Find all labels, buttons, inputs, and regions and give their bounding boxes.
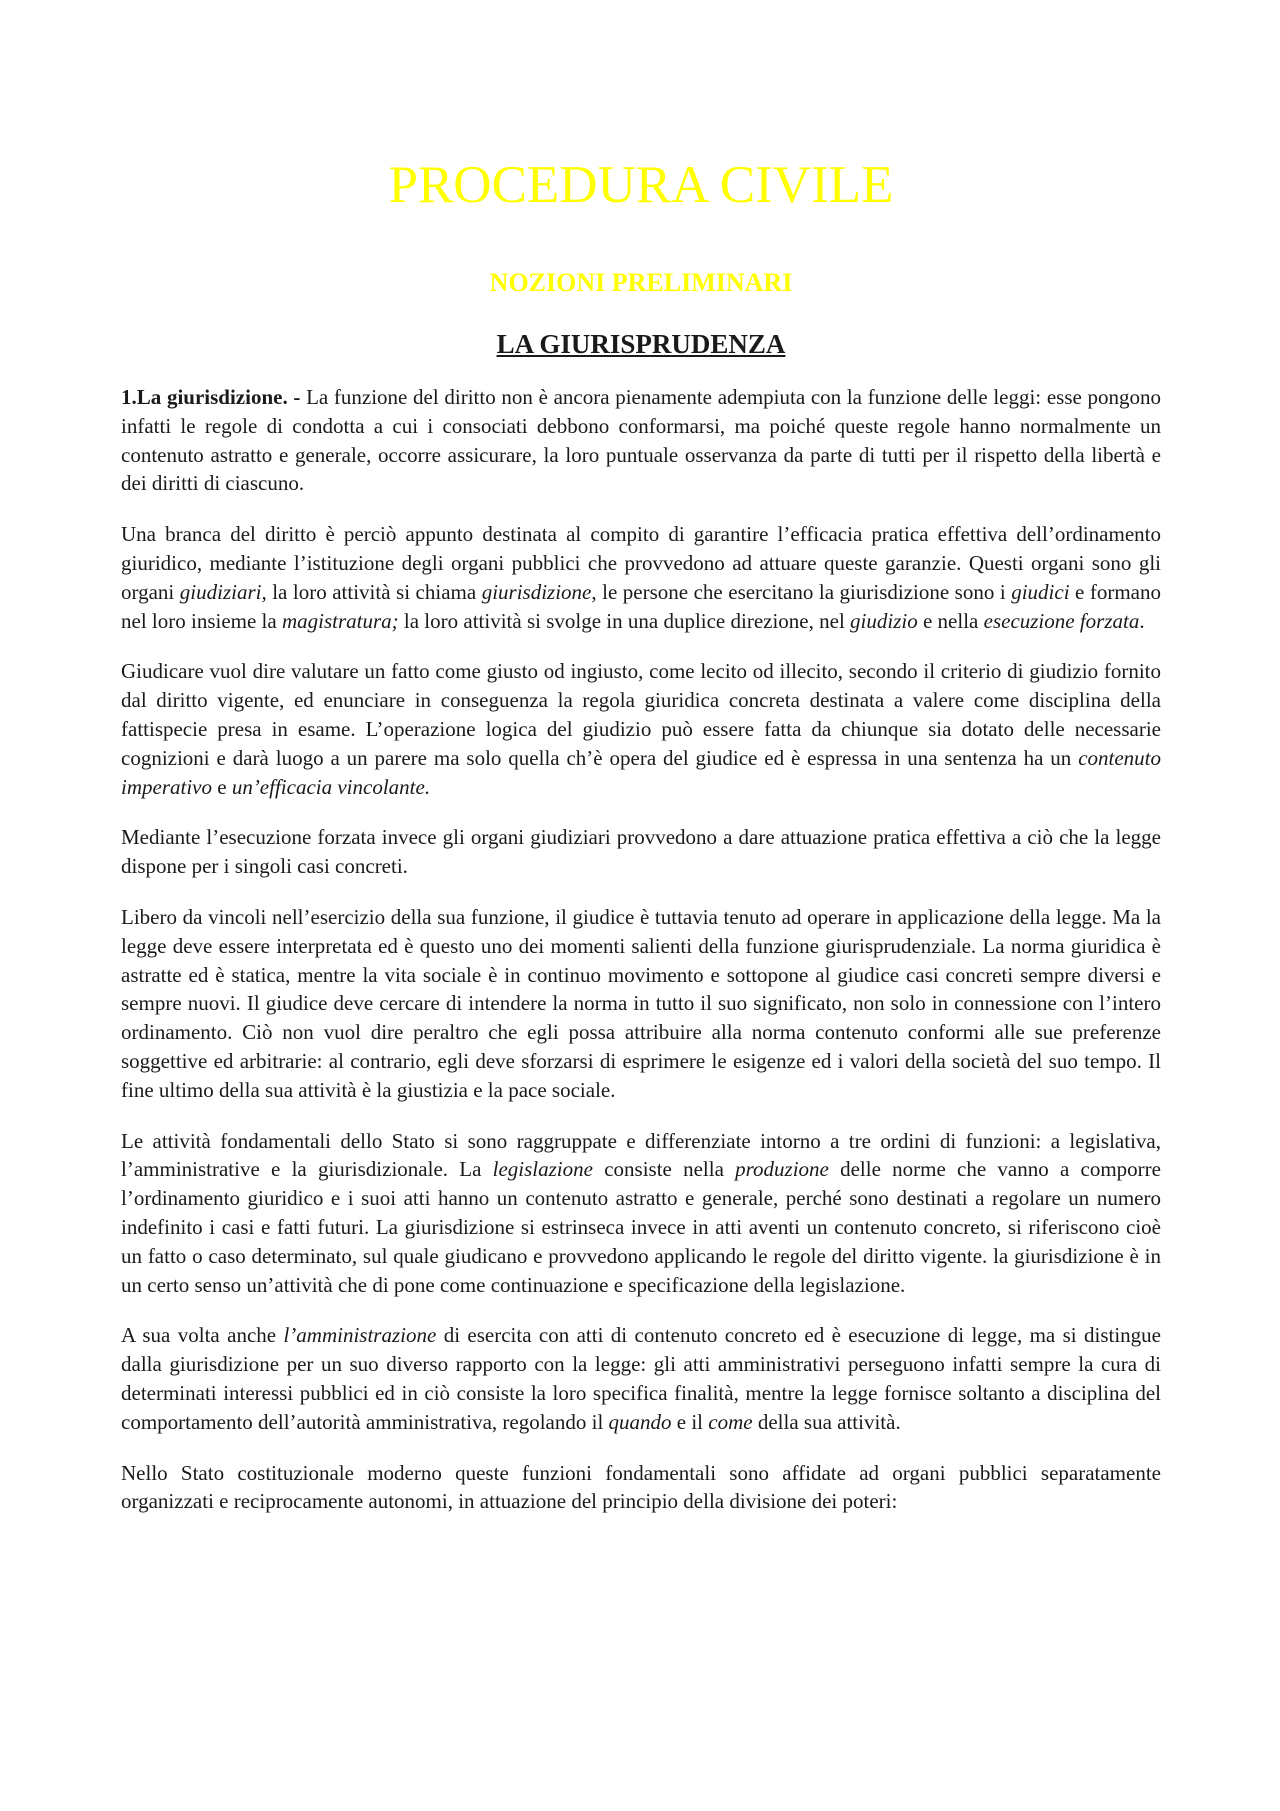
text-run: delle norme che vanno a comporre l’ordinamento giuridico e i suoi atti hanno un contenuto astratto e generale, perché sono destinati a regolare un numero indefinito i casi e fatti futuri. La giurisdizione si estrinseca invece in atti aventi un contenuto concreto, si riferiscono cioè un fatto o caso determinato, sul quale giudicano e provvedono applicando le regole del diritto vigente. la giurisdizione è in un certo senso un’attività che di pone come continuazione e specificazione della legislazione. xyxy=(121,1157,1161,1297)
text-run: Una branca del diritto è perciò appunto destinata al compito di garantire l’efficacia pratica effettiva dell’ordinamento giuridico, mediante l’istituzione degli organi pubblici che provvedono ad attuare queste garanzie. Questi organi sono gli organi xyxy=(121,522,1161,604)
italic-text: giurisdizione xyxy=(481,579,592,604)
text-run: , le persone che esercitano la giurisdizione sono i xyxy=(591,579,1012,604)
italic-text: giudici xyxy=(1011,579,1070,604)
italic-text: l’amministrazione xyxy=(283,1323,437,1348)
italic-text: come xyxy=(708,1409,753,1434)
paragraph xyxy=(121,657,1161,801)
text-run: di esercita con atti di contenuto concreto ed è esecuzione di legge, ma si distingue dalla giurisdizione per un suo diverso rapporto con la legge: gli atti amministrativi perseguono infatti sempre la cura di determinati interessi pubblici ed in ciò consiste la loro specifica finalità, mentre la legge fornisce soltanto a disciplina del comportamento dell’autorità amministrativa, regolando il xyxy=(121,1323,1161,1434)
text-run: Mediante l’esecuzione forzata invece gli organi giudiziari provvedono a dare attuazione pratica effettiva a ciò che la legge dispone per i singoli casi concreti. xyxy=(121,825,1161,879)
text-run: e nella xyxy=(917,608,984,633)
paragraph xyxy=(121,823,1161,881)
text-run: e xyxy=(211,774,232,799)
italic-text: legislazione xyxy=(492,1157,593,1182)
text-run: A sua volta anche xyxy=(121,1323,284,1348)
chapter-title: LA GIURISPRUDENZA xyxy=(496,329,786,359)
text-run: Le attività fondamentali dello Stato si sono raggruppate e differenziate intorno a tre ordini di funzioni: a legislativa, l’amministrative e la giurisdizionale. La xyxy=(121,1128,1161,1182)
italic-text: produzione xyxy=(735,1157,829,1182)
text-run: e formano nel loro insieme la xyxy=(121,579,1162,633)
text-run: Giudicare vuol dire valutare un fatto come giusto od ingiusto, come lecito od illecito, secondo il criterio di giudizio fornito dal diritto vigente, ed enunciare in conseguenza la regola giuridica concreta destinata a valere come disciplina della fattispecie presa in esame. L’operazione logica del giudizio può essere fatta da chiunque sia dotato delle necessarie cognizioni e darà luogo a un parere ma solo quella ch’è opera del giudice ed è espressa in una sentenza ha un xyxy=(121,659,1161,770)
document-title: PROCEDURA CIVILE xyxy=(388,156,894,214)
text-run: della sua attività. xyxy=(752,1409,901,1434)
text-run: . xyxy=(1139,608,1145,633)
text-run: La funzione del diritto non è ancora pienamente adempiuta con la funzione delle leggi: esse pongono infatti le regole di condotta a cui i consociati debbono conformarsi, ma poiché queste regole hanno normalmente un contenuto astratto e generale, occorre assicurare, la loro puntuale osservanza da parte di tutti per il rispetto della libertà e dei diritti di ciascuno. xyxy=(121,385,1161,496)
paragraph xyxy=(121,903,1161,1105)
text-run: la loro attività si chiama xyxy=(266,579,482,604)
italic-text: contenuto imperativo xyxy=(121,745,1161,799)
italic-text: giudizio xyxy=(850,608,918,633)
paragraph xyxy=(121,1127,1161,1300)
text-run: la loro attività si svolge in una duplice direzione, nel xyxy=(398,608,851,633)
section-title: NOZIONI PRELIMINARI xyxy=(489,268,793,297)
paragraph xyxy=(121,520,1161,635)
paragraph xyxy=(121,383,1161,498)
paragraph xyxy=(121,1459,1161,1517)
italic-text: magistratura; xyxy=(281,608,399,633)
italic-text: un’efficacia vincolante. xyxy=(231,774,431,799)
text-run: consiste nella xyxy=(592,1157,736,1182)
body-text xyxy=(121,383,1161,1538)
italic-text: giudiziari, xyxy=(179,579,267,604)
italic-text: quando xyxy=(608,1409,672,1434)
italic-text: esecuzione forzata xyxy=(983,608,1140,633)
text-run: e il xyxy=(671,1409,709,1434)
bold-text: 1.La giurisdizione. - xyxy=(121,385,307,409)
text-run: Libero da vincoli nell’esercizio della sua funzione, il giudice è tuttavia tenuto ad operare in applicazione della legge. Ma la legge deve essere interpretata ed è questo uno dei momenti salienti della funzione giurisprudenziale. La norma giuridica è astratte ed è statica, mentre la vita sociale è in continuo movimento e sottopone al giudice casi concreti sempre diversi e sempre nuovi. Il giudice deve cercare di intendere la norma in tutto il suo significato, non solo in connessione con l’intero ordinamento. Ciò non vuol dire peraltro che egli possa attribuire alla norma contenuto conformi alle sue preferenze soggettive ed arbitrarie: al contrario, egli deve sforzarsi di esprimere le esigenze ed i valori della società del suo tempo. Il fine ultimo della sua attività è la giustizia e la pace sociale. xyxy=(121,904,1161,1102)
text-run: Nello Stato costituzionale moderno queste funzioni fondamentali sono affidate ad organi pubblici separatamente organizzati e reciprocamente autonomi, in attuazione del principio della divisione dei poteri: xyxy=(121,1460,1161,1514)
paragraph xyxy=(121,1321,1161,1436)
